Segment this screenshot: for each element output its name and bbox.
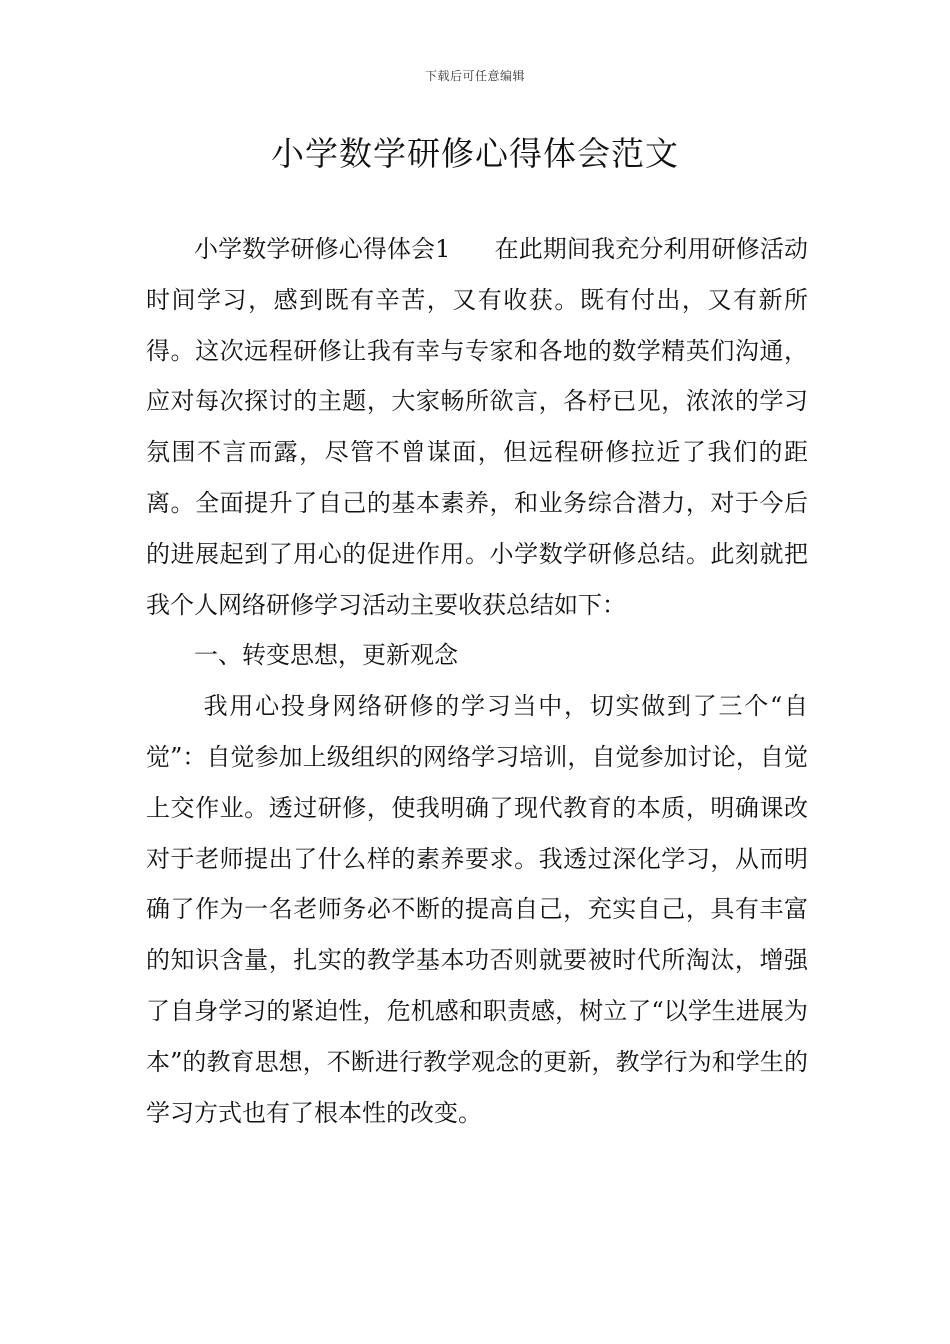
paragraph-intro-lead: 小学数学研修心得体会1 <box>194 235 451 263</box>
paragraph-intro-body: 在此期间我充分利用研修活动时间学习，感到既有辛苦，又有收获。既有付出，又有新所得。这次远程研修让我有幸与专家和各地的数学精英们沟通，应对每次探讨的主题，大家畅所欲言，各杼已见，浓浓的学习氛围不言而露，尽管不曾谋面，但远程研修拉近了我们的距离。全面提升了自己的基本素养，和业务综合潜力，对于今后的进展起到了用心的促进作用。小学数学研修总结。此刻就把我个人网络研修学习活动主要收获总结如下： <box>146 235 808 619</box>
section-heading-1: 一、转变思想，更新观念 <box>194 641 458 670</box>
document-title: 小学数学研修心得体会范文 <box>271 134 679 173</box>
paragraph-intro <box>146 224 808 630</box>
paragraph-section-1: 我用心投身网络研修的学习当中，切实做到了三个“自觉”：自觉参加上级组织的网络学习培训，自觉参加讨论，自觉上交作业。透过研修，使我明确了现代教育的本质，明确课改对于老师提出了什么样的素养要求。我透过深化学习，从而明确了作为一名老师务必不断的提高自己，充实自己，具有丰富的知识含量，扎实的教学基本功否则就要被时代所淘汰，增强了自身学习的紧迫性，危机感和职责感，树立了“以学生进展为本”的教育思想，不断进行教学观念的更新，教学行为和学生的学习方式也有了根本性的改变。 <box>146 692 808 1127</box>
page-header-note: 下载后可任意编辑 <box>424 69 525 83</box>
document-body <box>146 224 808 1138</box>
